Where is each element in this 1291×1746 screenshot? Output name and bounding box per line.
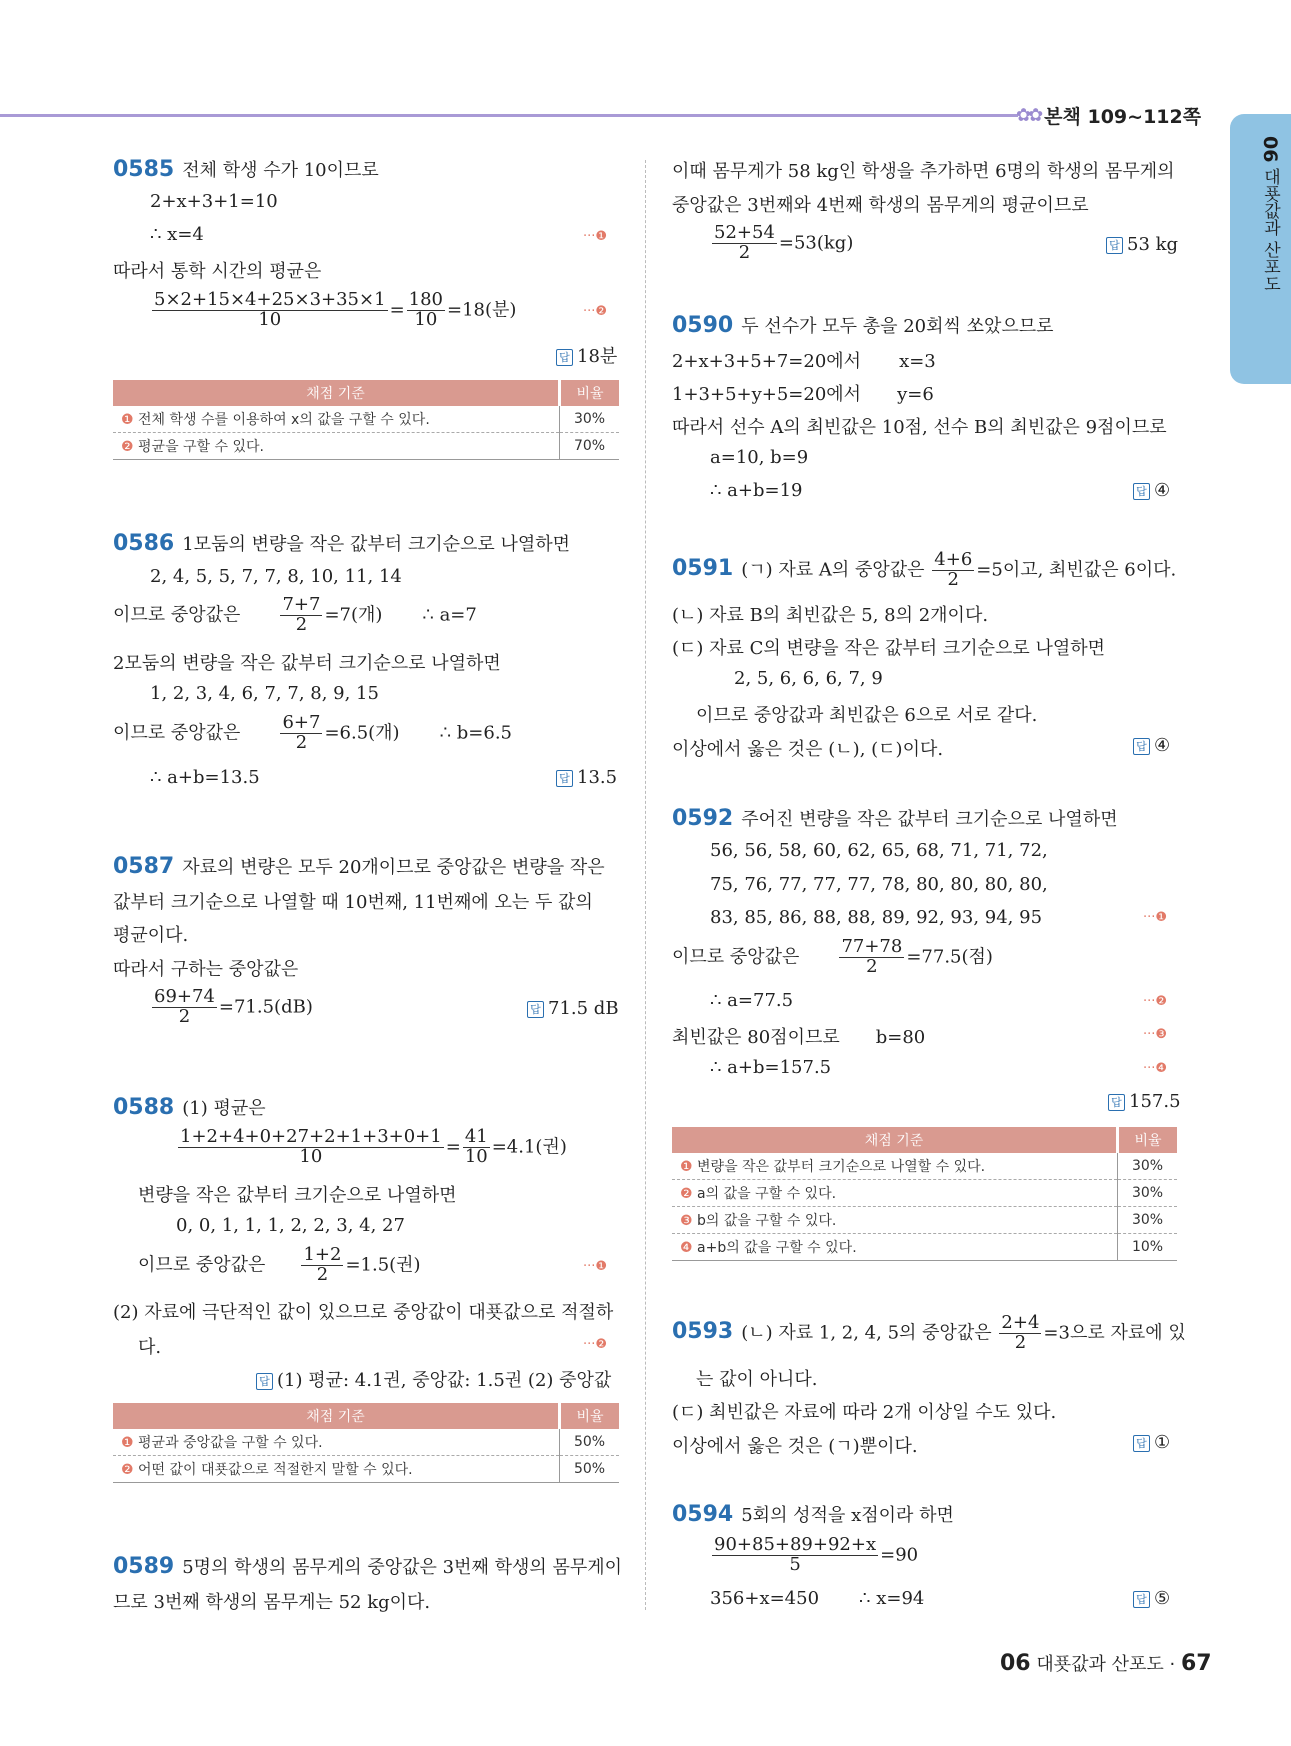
- answer-icon: 답: [1133, 483, 1150, 500]
- eq: ∴ a=77.5: [710, 990, 794, 1011]
- eq: ∴ a+b=19: [710, 480, 803, 501]
- text: 이상에서 옳은 것은 (ㄴ), (ㄷ)이다.: [672, 739, 944, 760]
- fraction-eq: 이므로 중앙값은 $\frac{6+7}{2}$ =6.5(개) ∴ b=6.5: [113, 712, 512, 753]
- eq: 1+3+5+y+5=20에서 y=6: [672, 384, 934, 405]
- text: 므로 3번째 학생의 몸무게는 52 kg이다.: [113, 1592, 431, 1613]
- answer: 답 71.5 dB: [527, 998, 619, 1019]
- fraction-eq: 이므로 중앙값은 $\frac{1+2}{2}$ =1.5(권): [138, 1244, 421, 1285]
- grading-table: 채점 기준 비율 ❶ 전체 학생 수를 이용하여 x의 값을 구할 수 있다. 30% ❷ 평균을 구할 수 있다. 70%: [113, 380, 619, 460]
- grading-table: 채점 기준 비율 ❶ 변량을 작은 값부터 크기순으로 나열할 수 있다. 30% ❷ a의 값을 구할 수 있다. 30% ❸ b의 값을 구할 수 있다. 30% ❹ a+b의 값을 구할 수 있다. 10%: [672, 1127, 1177, 1261]
- text: 이므로 중앙값과 최빈값은 6으로 서로 같다.: [696, 705, 1038, 726]
- book-reference: ✿✿ 본책 109~112쪽: [1016, 105, 1202, 128]
- text: (ㄷ) 자료 C의 변량을 작은 값부터 크기순으로 나열하면: [672, 638, 1106, 659]
- step-mark-2: ···❷: [1143, 994, 1168, 1009]
- fraction-eq: $\frac{69+74}{2}$ =71.5(dB): [154, 986, 313, 1027]
- eq: ∴ a+b=13.5: [150, 767, 260, 788]
- text: 이상에서 옳은 것은 (ㄱ)뿐이다.: [672, 1436, 918, 1457]
- problem-0590-head: 0590 두 선수가 모두 총을 20회씩 쏘았으므로: [672, 313, 1054, 338]
- answer-icon: 답: [256, 1373, 273, 1390]
- chapter-tab-label: 06 대푯값과 산포도: [1259, 136, 1281, 293]
- answer: 답 ①: [1133, 1432, 1170, 1453]
- text: (ㄷ) 최빈값은 자료에 따라 2개 이상일 수도 있다.: [672, 1402, 1057, 1423]
- grading-table: 채점 기준 비율 ❶ 평균과 중앙값을 구할 수 있다. 50% ❷ 어떤 값이 대푯값으로 적절한지 말할 수 있다. 50%: [113, 1403, 619, 1483]
- answer: 답 157.5: [1108, 1091, 1181, 1112]
- answer-icon: 답: [1106, 237, 1123, 254]
- answer: 답 ④: [1133, 480, 1170, 501]
- flower-icon: ✿✿: [1016, 105, 1041, 126]
- answer-icon: 답: [1108, 1094, 1125, 1111]
- step-mark-1: ···❶: [583, 229, 608, 244]
- text: 평균이다.: [113, 925, 189, 946]
- answer: 답 13.5: [556, 767, 617, 788]
- eq: ∴ x=4: [150, 224, 204, 245]
- eq: a=10, b=9: [710, 447, 809, 468]
- answer-icon: 답: [527, 1001, 544, 1018]
- page-footer: 06 대푯값과 산포도 · 67: [1000, 1651, 1212, 1676]
- answer-icon: 답: [556, 770, 573, 787]
- answer-icon: 답: [1133, 738, 1150, 755]
- data-list: 56, 56, 58, 60, 62, 65, 68, 71, 71, 72,: [710, 840, 1048, 861]
- data-list: 1, 2, 3, 4, 6, 7, 7, 8, 9, 15: [150, 683, 379, 704]
- problem-0588-head: 0588 (1) 평균은: [113, 1095, 266, 1120]
- step-mark-1: ···❶: [1143, 910, 1168, 925]
- problem-0586-head: 0586 1모둠의 변량을 작은 값부터 크기순으로 나열하면: [113, 531, 571, 556]
- problem-0593-head: 0593 (ㄴ) 자료 1, 2, 4, 5의 중앙값은 $\frac{2+4}{2}$ =3으로 자료에 있: [672, 1312, 1186, 1353]
- text: 값부터 크기순으로 나열할 때 10번째, 11번째에 오는 두 값의: [113, 892, 593, 913]
- problem-0592-head: 0592 주어진 변량을 작은 값부터 크기순으로 나열하면: [672, 806, 1118, 831]
- fraction-eq: 이므로 중앙값은 $\frac{7+7}{2}$ =7(개) ∴ a=7: [113, 594, 477, 635]
- step-mark-2: ···❷: [583, 304, 608, 319]
- eq: 2+x+3+1=10: [150, 191, 278, 212]
- column-divider: [645, 160, 646, 1610]
- eq: ∴ a+b=157.5: [710, 1057, 832, 1078]
- fraction-eq: $\frac{5\times 2+15\times 4+25\times 3+35\times 1}{10}$ = $\frac{180}{10}$ =18(분): [154, 289, 517, 330]
- fraction-eq: $\frac{90+85+89+92+x}{5}$ =90: [714, 1534, 919, 1575]
- step-mark-3: ···❸: [1143, 1027, 1168, 1042]
- data-list: 2, 4, 5, 5, 7, 7, 8, 10, 11, 14: [150, 566, 402, 587]
- step-mark-1: ···❶: [583, 1259, 608, 1274]
- problem-0589-head: 0589 5명의 학생의 몸무게의 중앙값은 3번째 학생의 몸무게이: [113, 1554, 623, 1579]
- answer: 답 18분: [556, 342, 617, 368]
- text: 변량을 작은 값부터 크기순으로 나열하면: [138, 1185, 457, 1206]
- answer-icon: 답: [1133, 1591, 1150, 1608]
- text: 다.: [138, 1337, 162, 1358]
- eq: 2+x+3+5+7=20에서 x=3: [672, 351, 936, 372]
- data-list: 83, 85, 86, 88, 88, 89, 92, 93, 94, 95: [710, 907, 1043, 928]
- text: 따라서 구하는 중앙값은: [113, 959, 299, 980]
- text: 중앙값은 3번째와 4번째 학생의 몸무게의 평균이므로: [672, 195, 1089, 216]
- problem-0587-head: 0587 자료의 변량은 모두 20개이므로 중앙값은 변량을 작은: [113, 854, 605, 879]
- text: (2) 자료에 극단적인 값이 있으므로 중앙값이 대푯값으로 적절하: [113, 1302, 614, 1323]
- text: 이때 몸무게가 58 kg인 학생을 추가하면 6명의 학생의 몸무게의: [672, 161, 1175, 182]
- problem-0591-head: 0591 (ㄱ) 자료 A의 중앙값은 $\frac{4+6}{2}$ =5이고, 최빈값은 6이다.: [672, 549, 1177, 590]
- step-mark-4: ···❹: [1143, 1061, 1168, 1076]
- data-list: 0, 0, 1, 1, 1, 2, 2, 3, 4, 27: [176, 1215, 405, 1236]
- answer: 답 ⑤: [1133, 1588, 1170, 1609]
- answer-icon: 답: [1133, 1435, 1150, 1452]
- fraction-eq: $\frac{52+54}{2}$ =53(kg): [714, 222, 854, 263]
- answer-icon: 답: [556, 349, 573, 366]
- text: 는 값이 아니다.: [696, 1369, 818, 1390]
- eq: 356+x=450 ∴ x=94: [710, 1588, 925, 1609]
- eq: 최빈값은 80점이므로 b=80: [672, 1027, 926, 1048]
- step-mark-2: ···❷: [583, 1337, 608, 1352]
- data-list: 75, 76, 77, 77, 77, 78, 80, 80, 80, 80,: [710, 874, 1048, 895]
- text: 2모둠의 변량을 작은 값부터 크기순으로 나열하면: [113, 653, 501, 674]
- header-rule: [0, 114, 1018, 117]
- text: 따라서 선수 A의 최빈값은 10점, 선수 B의 최빈값은 9점이므로: [672, 417, 1167, 438]
- answer: 답 (1) 평균: 4.1권, 중앙값: 1.5권 (2) 중앙값: [256, 1366, 611, 1392]
- problem-0585-head: 0585 전체 학생 수가 10이므로: [113, 157, 379, 182]
- text: (ㄴ) 자료 B의 최빈값은 5, 8의 2개이다.: [672, 605, 989, 626]
- problem-0594-head: 0594 5회의 성적을 x점이라 하면: [672, 1502, 954, 1527]
- answer: 답 53 kg: [1106, 234, 1178, 255]
- fraction-eq: 이므로 중앙값은 $\frac{77+78}{2}$ =77.5(점): [672, 936, 993, 977]
- text: 따라서 통학 시간의 평균은: [113, 261, 322, 282]
- data-list: 2, 5, 6, 6, 6, 7, 9: [734, 668, 883, 689]
- page-number: 67: [1181, 1651, 1212, 1676]
- answer: 답 ④: [1133, 735, 1170, 756]
- fraction-eq: $\frac{1+2+4+0+27+2+1+3+0+1}{10}$ = $\frac{41}{10}$ =4.1(권): [180, 1126, 567, 1167]
